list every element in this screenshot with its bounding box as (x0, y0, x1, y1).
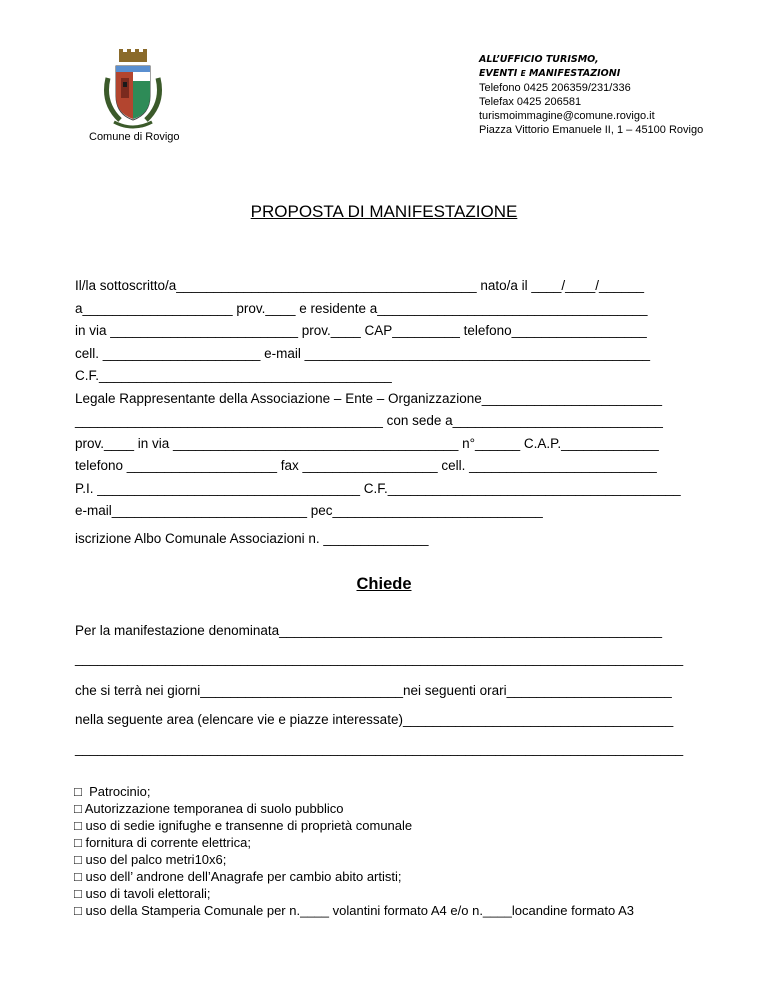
office-fax: Telefax 0425 206581 (479, 96, 582, 108)
option-suolo-pubblico[interactable]: □ Autorizzazione temporanea di suolo pubblico (74, 801, 344, 816)
form-line-cf[interactable]: C.F._______________________________________ (75, 368, 392, 383)
form-line-sottoscritto[interactable]: Il/la sottoscritto/a________________________________________ nato/a il ____/____/______ (75, 278, 645, 293)
form-line-contatti[interactable]: cell. _____________________ e-mail ______________________________________________ (75, 346, 651, 361)
option-patrocinio[interactable]: □ Patrocinio; (74, 784, 151, 799)
office-email: turismoimmagine@comune.rovigo.it (479, 110, 655, 122)
chiede-heading: Chiede (356, 575, 412, 593)
office-phone: Telefono 0425 206359/231/336 (479, 82, 631, 94)
office-line-2-part-a: EVENTI (479, 68, 521, 79)
form-line-residenza[interactable]: a____________________ prov.____ e residente a____________________________________ (75, 301, 648, 316)
option-corrente-elettrica[interactable]: □ fornitura di corrente elettrica; (74, 835, 251, 850)
form-line-manifestazione[interactable]: Per la manifestazione denominata___________________________________________________ (75, 623, 663, 638)
form-line-legale-rappresentante[interactable]: Legale Rappresentante della Associazione – Ente – Organizzazione________________________ (75, 391, 662, 406)
office-address: Piazza Vittorio Emanuele II, 1 – 45100 Rovigo (479, 124, 704, 136)
form-line-manifestazione-cont[interactable]: _________________________________________________________________________________ (75, 651, 684, 666)
option-androne-anagrafe[interactable]: □ uso dell’ androne dell’Anagrafe per cambio abito artisti; (74, 869, 402, 884)
document-title: PROPOSTA DI MANIFESTAZIONE (250, 202, 518, 221)
form-line-area-cont[interactable]: _________________________________________________________________________________ (75, 741, 684, 756)
form-line-email-pec[interactable]: e-mail__________________________ pec____________________________ (75, 503, 543, 518)
option-tavoli-elettorali[interactable]: □ uso di tavoli elettorali; (74, 886, 211, 901)
option-sedie-transenne[interactable]: □ uso di sedie ignifughe e transenne di proprietà comunale (74, 818, 413, 833)
office-line-2-part-b: MANIFESTAZIONI (525, 68, 621, 79)
option-palco[interactable]: □ uso del palco metri10x6; (74, 852, 227, 867)
form-line-piva-cf[interactable]: P.I. ___________________________________ C.F._______________________________________ (75, 481, 681, 496)
comune-coat-of-arms (100, 48, 166, 132)
form-line-sede[interactable]: _________________________________________ con sede a____________________________ (75, 413, 663, 428)
form-line-giorni-orari[interactable]: che si terrà nei giorni___________________________nei seguenti orari______________________ (75, 683, 672, 698)
comune-name: Comune di Rovigo (89, 131, 180, 143)
form-line-albo[interactable]: iscrizione Albo Comunale Associazioni n. ______________ (75, 531, 429, 546)
form-line-telefono-fax[interactable]: telefono ____________________ fax __________________ cell. _________________________ (75, 458, 657, 473)
form-line-sede-indirizzo[interactable]: prov.____ in via ______________________________________ n°______ C.A.P._____________ (75, 436, 659, 451)
office-line-2 (479, 67, 620, 81)
form-line-area[interactable]: nella seguente area (elencare vie e piazze interessate)____________________________________ (75, 712, 674, 727)
office-line-1: ALL’UFFICIO TURISMO, (479, 54, 599, 65)
form-line-indirizzo[interactable]: in via _________________________ prov.____ CAP_________ telefono__________________ (75, 323, 647, 338)
option-stamperia[interactable]: □ uso della Stamperia Comunale per n.____ volantini formato A4 e/o n.____locandine formato A3 (74, 903, 634, 918)
office-line-2-conj: E (520, 69, 526, 78)
